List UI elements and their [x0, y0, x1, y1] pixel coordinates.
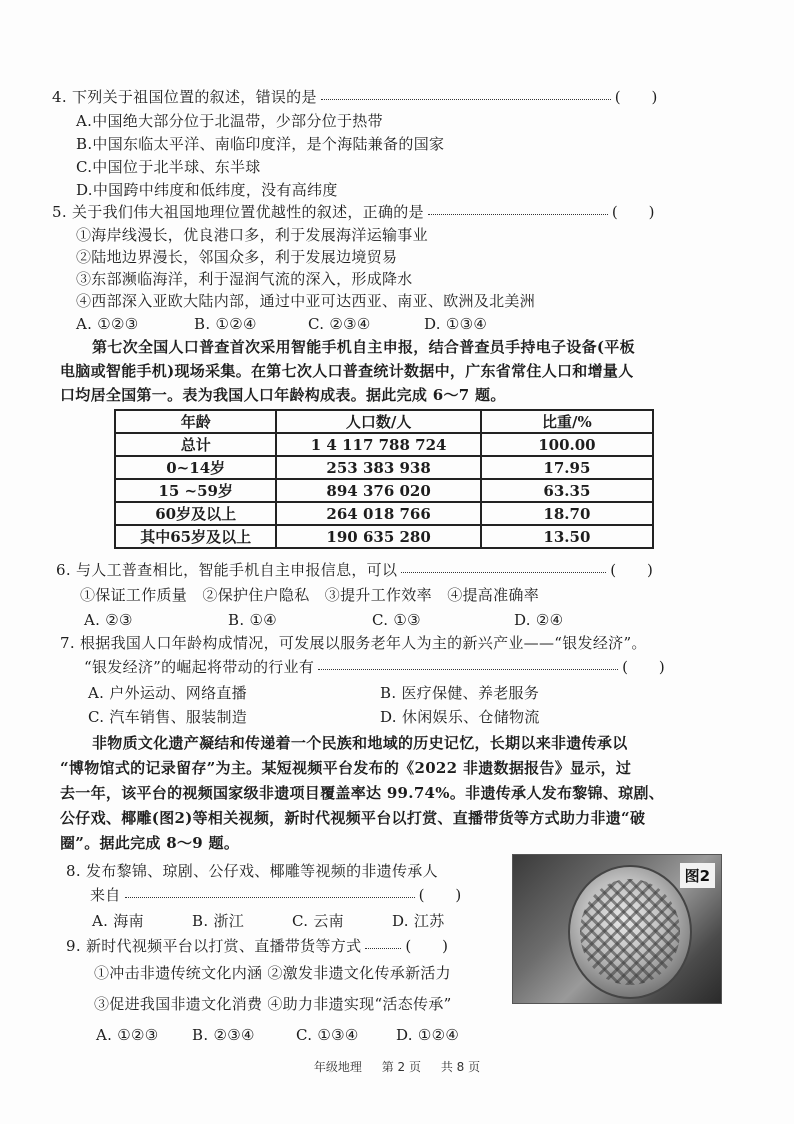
- q9-items-line-2: ③促进我国非遗文化消费 ④助力非遗实现“活态传承”: [94, 995, 452, 1013]
- table-header-ratio: 比重/%: [481, 410, 653, 433]
- material2-line-5: 圈”。据此完成 8～9 题。: [60, 834, 240, 852]
- coconut-carving-image: [568, 865, 692, 999]
- q8-option-a: A. 海南: [92, 912, 144, 930]
- q6-stem: 6. 与人工普查相比，智能手机自主申报信息，可以: [56, 561, 398, 579]
- q5-option-c: C. ②③④: [308, 315, 371, 333]
- table-cell: 15 ~59岁: [115, 479, 276, 502]
- q7-stem-line-2: “银发经济”的崛起将带动的行业有: [84, 658, 315, 676]
- q9-stem: 9. 新时代视频平台以打赏、直播带货等方式: [66, 937, 362, 955]
- q4-answer-paren: ( ): [614, 88, 658, 106]
- q5-answer-paren: ( ): [611, 203, 655, 221]
- q4-option-a: A.中国绝大部分位于北温带，少部分位于热带: [76, 112, 383, 130]
- table-cell: 190 635 280: [276, 525, 480, 548]
- q7-stem-row: [84, 656, 682, 678]
- q4-stem: 4. 下列关于祖国位置的叙述，错误的是: [52, 88, 317, 106]
- material2-line-4: 公仔戏、椰雕(图2)等相关视频，新时代视频平台以打赏、直播带货等方式助力非遗“破: [60, 809, 646, 827]
- table-header-row: [115, 410, 653, 433]
- figure-label: 图2: [680, 863, 715, 888]
- q6-option-b: B. ①④: [228, 611, 277, 629]
- table-row: [115, 525, 653, 548]
- q7-option-b: B. 医疗保健、养老服务: [380, 684, 540, 702]
- footer-total-pages: 共 8 页: [440, 1060, 481, 1074]
- q4-stem-row: [52, 86, 675, 108]
- figure-coconut-carving: [512, 854, 722, 1004]
- q9-option-c: C. ①③④: [296, 1026, 359, 1044]
- table-row: [115, 456, 653, 479]
- table-row: [115, 479, 653, 502]
- table-header-age: 年龄: [115, 410, 276, 433]
- q8-option-b: B. 浙江: [192, 912, 245, 930]
- material1-line-3: 口均居全国第一。表为我国人口年龄构成表。据此完成 6～7 题。: [60, 386, 506, 404]
- population-age-table: [114, 409, 654, 549]
- q6-stem-row: [56, 559, 670, 581]
- table-cell: 17.95: [481, 456, 653, 479]
- q6-answer-paren: ( ): [610, 561, 654, 579]
- q4-option-b: B.中国东临太平洋、南临印度洋，是个海陆兼备的国家: [76, 135, 445, 153]
- q5-option-d: D. ①③④: [424, 315, 488, 333]
- q5-option-b: B. ①②④: [194, 315, 257, 333]
- table-cell: 253 383 938: [276, 456, 480, 479]
- table-row: [115, 433, 653, 456]
- material2-line-3: 去一年，该平台的视频国家级非遗项目覆盖率达 99.74%。非遗传承人发布黎锦、琼剧、: [60, 784, 665, 802]
- q5-item-3: ③东部濒临海洋，利于湿润气流的深入，形成降水: [76, 270, 413, 288]
- material2-line-1: 非物质文化遗产凝结和传递着一个民族和地域的历史记忆，长期以来非遗传承以: [92, 734, 628, 752]
- q4-option-d: D.中国跨中纬度和低纬度，没有高纬度: [76, 181, 338, 199]
- q8-stem-line-2: 来自: [90, 886, 121, 904]
- q5-stem-row: [52, 201, 672, 223]
- q7-option-a: A. 户外运动、网络直播: [88, 684, 247, 702]
- table-cell: 894 376 020: [276, 479, 480, 502]
- q7-option-c: C. 汽车销售、服装制造: [88, 708, 248, 726]
- q7-answer-paren: ( ): [622, 658, 666, 676]
- table-cell: 13.50: [481, 525, 653, 548]
- q9-option-d: D. ①②④: [396, 1026, 460, 1044]
- q9-option-a: A. ①②③: [96, 1026, 159, 1044]
- page-footer: [0, 1058, 794, 1075]
- q8-answer-paren: ( ): [418, 886, 462, 904]
- q5-stem: 5. 关于我们伟大祖国地理位置优越性的叙述，正确的是: [52, 203, 424, 221]
- q9-option-b: B. ②③④: [192, 1026, 255, 1044]
- table-cell: 100.00: [481, 433, 653, 456]
- table-cell: 1 4 117 788 724: [276, 433, 480, 456]
- table-cell: 60岁及以上: [115, 502, 276, 525]
- material2-line-2: “博物馆式的记录留存”为主。某短视频平台发布的《2022 非遗数据报告》显示，过: [60, 759, 632, 777]
- q5-option-a: A. ①②③: [76, 315, 139, 333]
- q8-option-d: D. 江苏: [392, 912, 445, 930]
- q5-item-4: ④西部深入亚欧大陆内部，通过中亚可达西亚、南亚、欧洲及北美洲: [76, 292, 536, 310]
- table-row: [115, 502, 653, 525]
- material1-line-2: 电脑或智能手机)现场采集。在第七次人口普查统计数据中，广东省常住人口和增量人: [60, 362, 634, 380]
- q4-option-c: C.中国位于北半球、东半球: [76, 158, 261, 176]
- table-cell: 18.70: [481, 502, 653, 525]
- table-cell: 其中65岁及以上: [115, 525, 276, 548]
- q6-option-c: C. ①③: [372, 611, 421, 629]
- table-cell: 0~14岁: [115, 456, 276, 479]
- material1-line-1: 第七次全国人口普查首次采用智能手机自主申报，结合普查员手持电子设备(平板: [92, 338, 635, 356]
- q9-stem-row: [66, 935, 465, 957]
- footer-subject: 年级地理: [313, 1060, 362, 1074]
- q8-option-c: C. 云南: [292, 912, 344, 930]
- q6-items: ①保证工作质量 ②保护住户隐私 ③提升工作效率 ④提高准确率: [80, 586, 540, 604]
- q7-stem-line-1: 7. 根据我国人口年龄构成情况，可发展以服务老年人为主的新兴产业——“银发经济”。: [60, 634, 647, 652]
- table-cell: 总计: [115, 433, 276, 456]
- table-cell: 264 018 766: [276, 502, 480, 525]
- q5-item-1: ①海岸线漫长，优良港口多，利于发展海洋运输事业: [76, 226, 428, 244]
- q6-option-a: A. ②③: [84, 611, 133, 629]
- q9-answer-paren: ( ): [405, 937, 449, 955]
- q6-option-d: D. ②④: [514, 611, 564, 629]
- q8-stem-row: [90, 884, 479, 906]
- q5-item-2: ②陆地边界漫长，邻国众多，利于发展边境贸易: [76, 248, 398, 266]
- footer-page-number: 第 2 页: [381, 1060, 421, 1074]
- q7-option-d: D. 休闲娱乐、仓储物流: [380, 708, 540, 726]
- table-cell: 63.35: [481, 479, 653, 502]
- q8-stem-line-1: 8. 发布黎锦、琼剧、公仔戏、椰雕等视频的非遗传承人: [66, 862, 438, 880]
- q9-items-line-1: ①冲击非遗传统文化内涵 ②激发非遗文化传承新活力: [94, 964, 451, 982]
- table-header-population: 人口数/人: [276, 410, 480, 433]
